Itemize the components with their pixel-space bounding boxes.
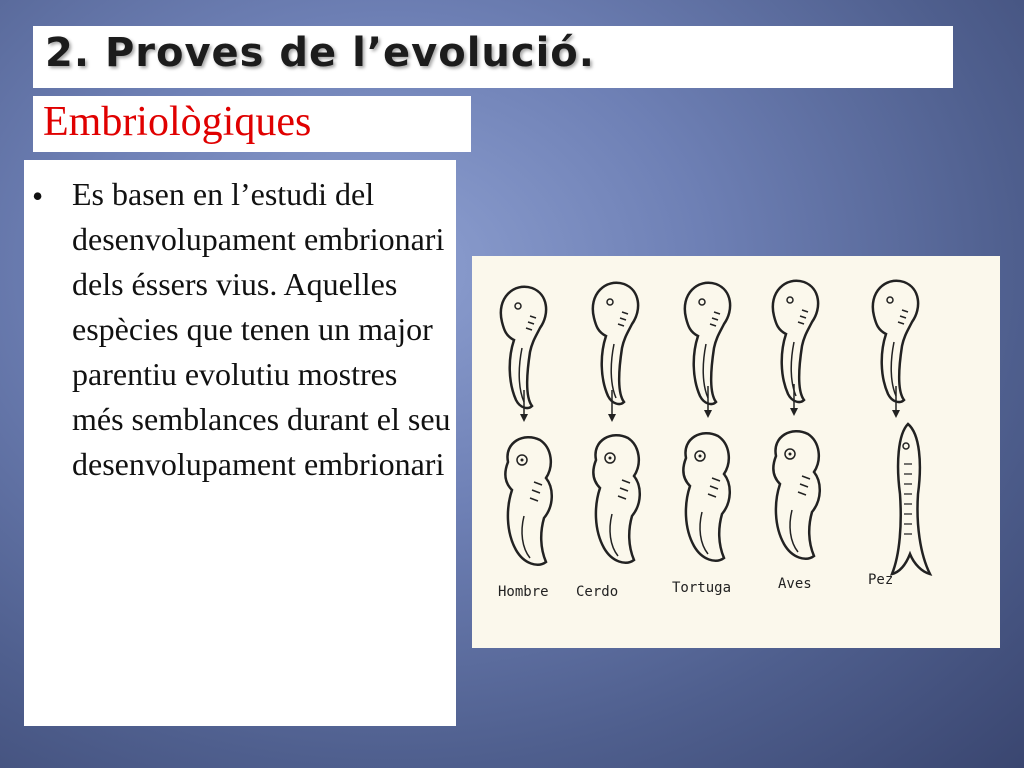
embryo-drawing [472, 256, 1000, 648]
hombre-early-embryo [501, 287, 546, 408]
body-text-box [24, 160, 456, 726]
aves-late-embryo [773, 431, 819, 558]
tortuga-early-embryo [685, 283, 730, 404]
label-pez: Pez [868, 572, 894, 588]
aves-early-embryo [773, 281, 818, 402]
bullet-text: Es basen en l’estudi del desenvolupament embrionari dels éssers vius. Aquelles espècies que tenen un major parentiu evolutiu mostres més semblances durant el seu desenvolupament embrionari [72, 176, 451, 482]
slide-title: 2. Proves de l’evolució. [45, 30, 595, 76]
hombre-late-embryo [505, 437, 551, 564]
embryo-comparison-figure [472, 256, 1000, 648]
cerdo-late-embryo [593, 435, 639, 562]
label-tortuga: Tortuga [672, 580, 732, 596]
label-cerdo: Cerdo [576, 584, 619, 600]
bullet-marker: • [32, 178, 44, 214]
subtitle-box [33, 96, 471, 152]
cerdo-early-embryo [593, 283, 638, 404]
label-aves: Aves [778, 576, 812, 592]
label-hombre: Hombre [498, 584, 549, 600]
pez-fish-embryo [892, 424, 930, 574]
pez-early-embryo [873, 281, 918, 402]
tortuga-late-embryo [683, 433, 729, 560]
title-box [33, 26, 953, 88]
slide-subtitle: Embriològiques [43, 99, 312, 145]
